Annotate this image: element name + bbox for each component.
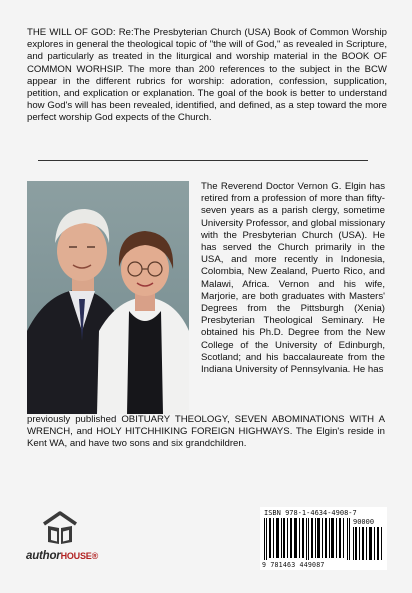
publisher-name-part1: author: [26, 550, 61, 562]
registered-mark: ®: [91, 551, 99, 561]
price-code: 90000: [353, 518, 375, 526]
section-divider: [38, 160, 368, 161]
author-bio-continued: previously published OBITUARY THEOLOGY, SEVEN ABOMINATIONS WITH A WRENCH, and HOLY HITCHHIKING FOREIGN HIGHWAYS. The Elgin's reside in Kent WA, and have two sons and six grandchildren.: [27, 414, 385, 450]
isbn-text: ISBN 978-1-4634-4908-7: [264, 509, 357, 517]
author-bio: The Reverend Doctor Vernon G. Elgin has retired from a profession of more than fifty-seven years as a parish clergy, sometime University Professor, and global missionary with the Presbyterian Church (USA). He has served the Church primarily in the USA, and more recently in Indonesia, Colombia, New Zealand, Puerto Rico, and Malawi, Africa. Vernon and his wife, Marjorie, are both graduates with Masters' Degrees from the Pittsburgh (Xenia) Presbyterian Theological Seminary. He obtained his Ph.D. Degree from the New College of the University of Edinburgh, Scotland; and his baccalaureate from the Indiana University of Pennsylvania. He has: [201, 181, 385, 376]
ean-barcode-bars: [264, 518, 350, 560]
publisher-name: [26, 550, 98, 562]
ean-number: 9 781463 449087: [262, 561, 325, 569]
isbn-barcode: [260, 507, 387, 570]
publisher-logo: [26, 510, 110, 570]
house-book-icon: [40, 510, 80, 546]
addon-barcode-bars: [353, 527, 383, 560]
book-description: THE WILL OF GOD: Re:The Presbyterian Church (USA) Book of Common Worship explores in general the theological topic of "the will of God," as revealed in Scripture, and particularly as treated in the liturgical and worship material in the BOOK OF COMMON WORHSIP. The more than 200 references to the subject in the BCW appear in the different rubrics for worship: adoration, confession, supplication, petition, and explication or explanation. The goal of the book is better to understand how God's will has been revealed, identified, and defined, as a step toward the more perfect worship God expects of the Church.: [27, 27, 387, 124]
publisher-name-part2: HOUSE: [60, 551, 92, 561]
author-couple-photo: [27, 181, 189, 414]
author-photo: [27, 181, 189, 414]
